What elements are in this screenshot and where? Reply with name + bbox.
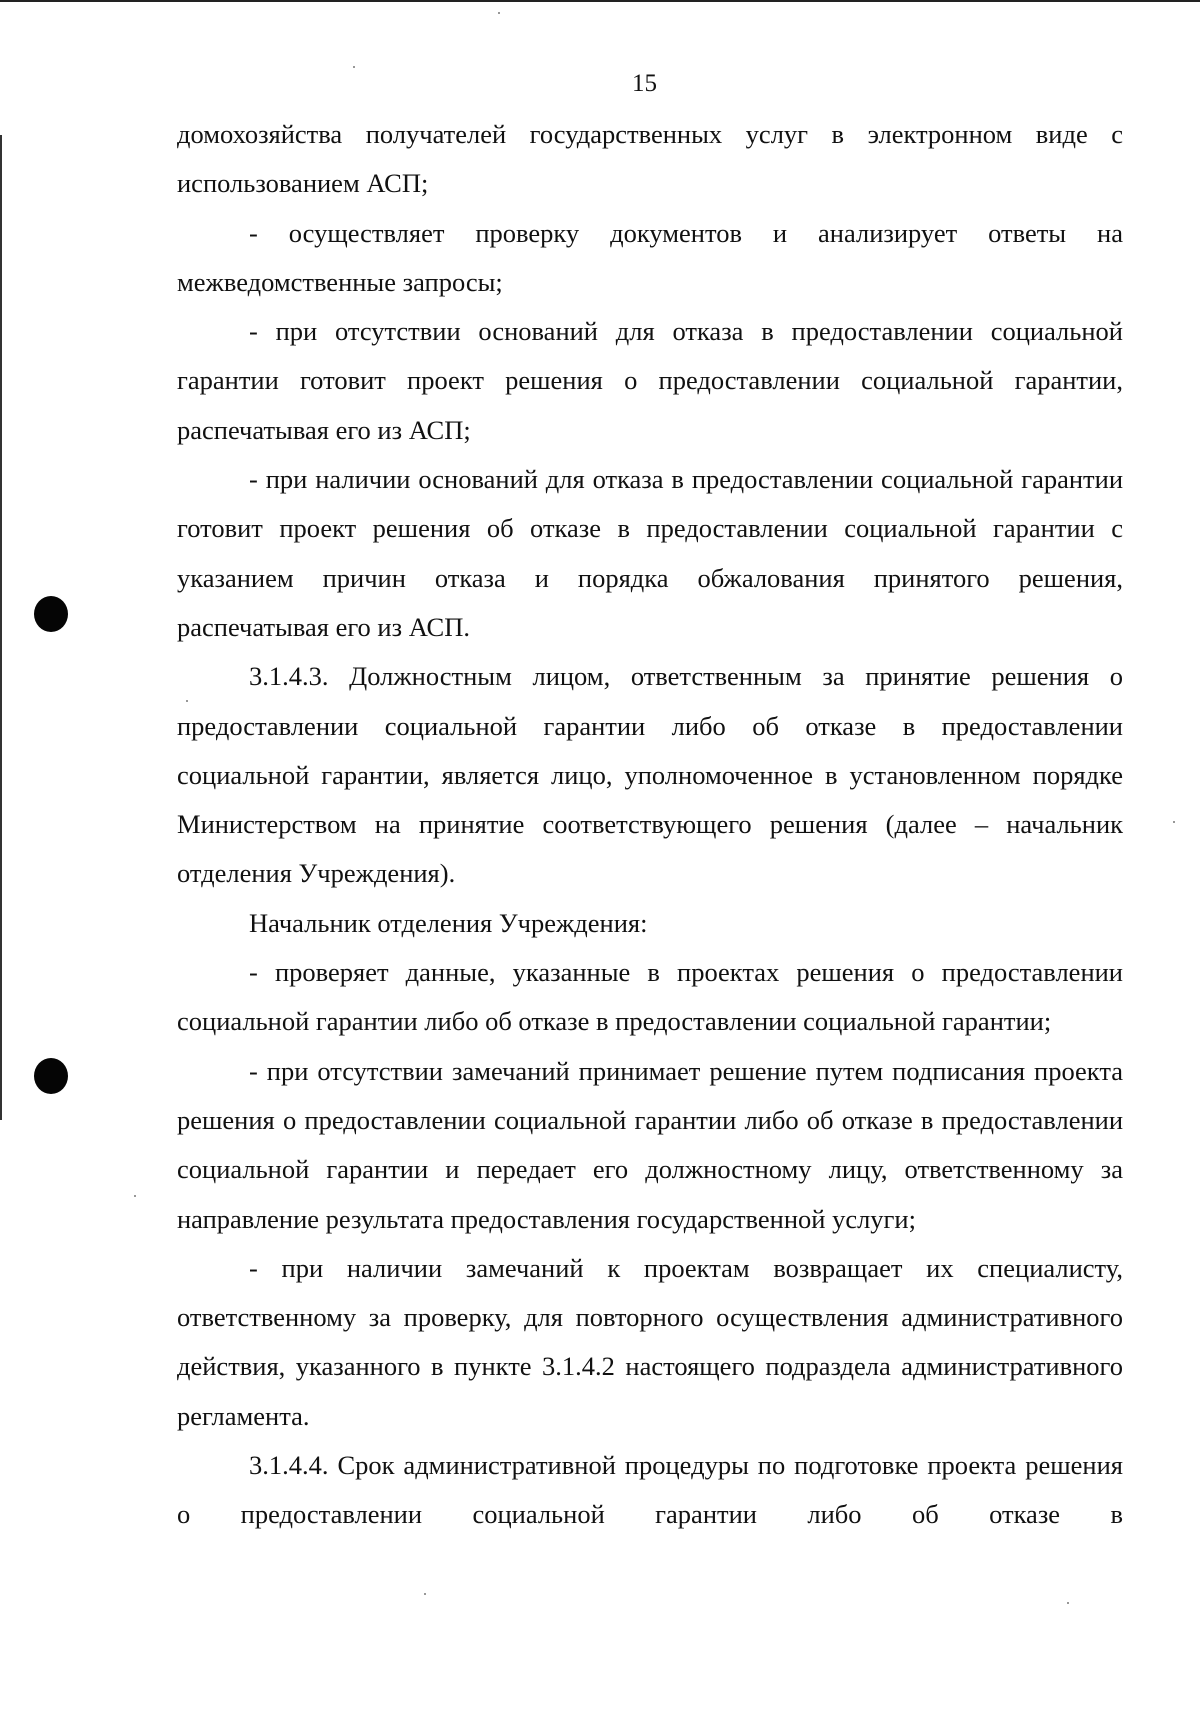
page-number: 15: [632, 70, 657, 97]
paragraph-check-documents: - осуществляет проверку документов и анализирует ответы на межведомственные запросы;: [177, 217, 1123, 297]
paragraph-checks-data: - проверяет данные, указанные в проектах решения о предоставлении социальной гарантии либо об отказе в предоставлении социальной гарантии;: [177, 957, 1123, 1037]
paragraph-no-refusal-grounds: - при отсутствии оснований для отказа в предоставлении социальной гарантии готовит проект решения о предоставлении социальной гарантии, распечатывая его из АСП;: [177, 316, 1123, 445]
scan-speck: [353, 66, 355, 68]
scan-speck: [498, 12, 500, 14]
paragraph-refusal-grounds: - при наличии оснований для отказа в предоставлении социальной гарантии готовит проект решения об отказе в предоставлении социальной гарантии с указанием причин отказа и порядка обжалования принятого решения, распечатывая его из АСП.: [177, 464, 1123, 642]
scan-speck: [1173, 821, 1175, 823]
document-body: [177, 110, 1123, 1540]
paragraph-continuation: домохозяйства получателей государственных услуг в электронном виде с использованием АСП;: [177, 119, 1123, 199]
paragraph-no-remarks: - при отсутствии замечаний принимает решение путем подписания проекта решения о предоставлении социальной гарантии либо об отказе в предоставлении социальной гарантии и передает его должностному лицу, ответственному за направление результата предоставления государственной услуги;: [177, 1055, 1123, 1234]
paragraph-3-1-4-3: 3.1.4.3. Должностным лицом, ответственным за принятие решения о предоставлении социальной гарантии либо об отказе в предоставлении социальной гарантии, является лицо, уполномоченное в установленном порядке Министерством на принятие соответствующего решения (далее – начальник отделения Учреждения).: [177, 661, 1123, 889]
paragraph-3-1-4-4: 3.1.4.4. Срок административной процедуры по подготовке проекта решения о предоставлении социальной гарантии либо об отказе в: [177, 1450, 1123, 1530]
paragraph-department-head: Начальник отделения Учреждения:: [249, 907, 648, 938]
scan-top-edge: [0, 0, 1200, 2]
scan-speck: [1067, 1602, 1069, 1604]
paragraph-with-remarks: - при наличии замечаний к проектам возвращает их специалисту, ответственному за проверку, для повторного осуществления административного действия, указанного в пункте 3.1.4.2 настоящего подраздела административного регламента.: [177, 1252, 1123, 1431]
punch-hole-mark: [34, 596, 68, 632]
punch-hole-mark: [34, 1058, 68, 1094]
scan-speck: [134, 1195, 136, 1197]
scan-left-edge: [0, 135, 2, 1120]
scan-speck: [424, 1593, 426, 1595]
